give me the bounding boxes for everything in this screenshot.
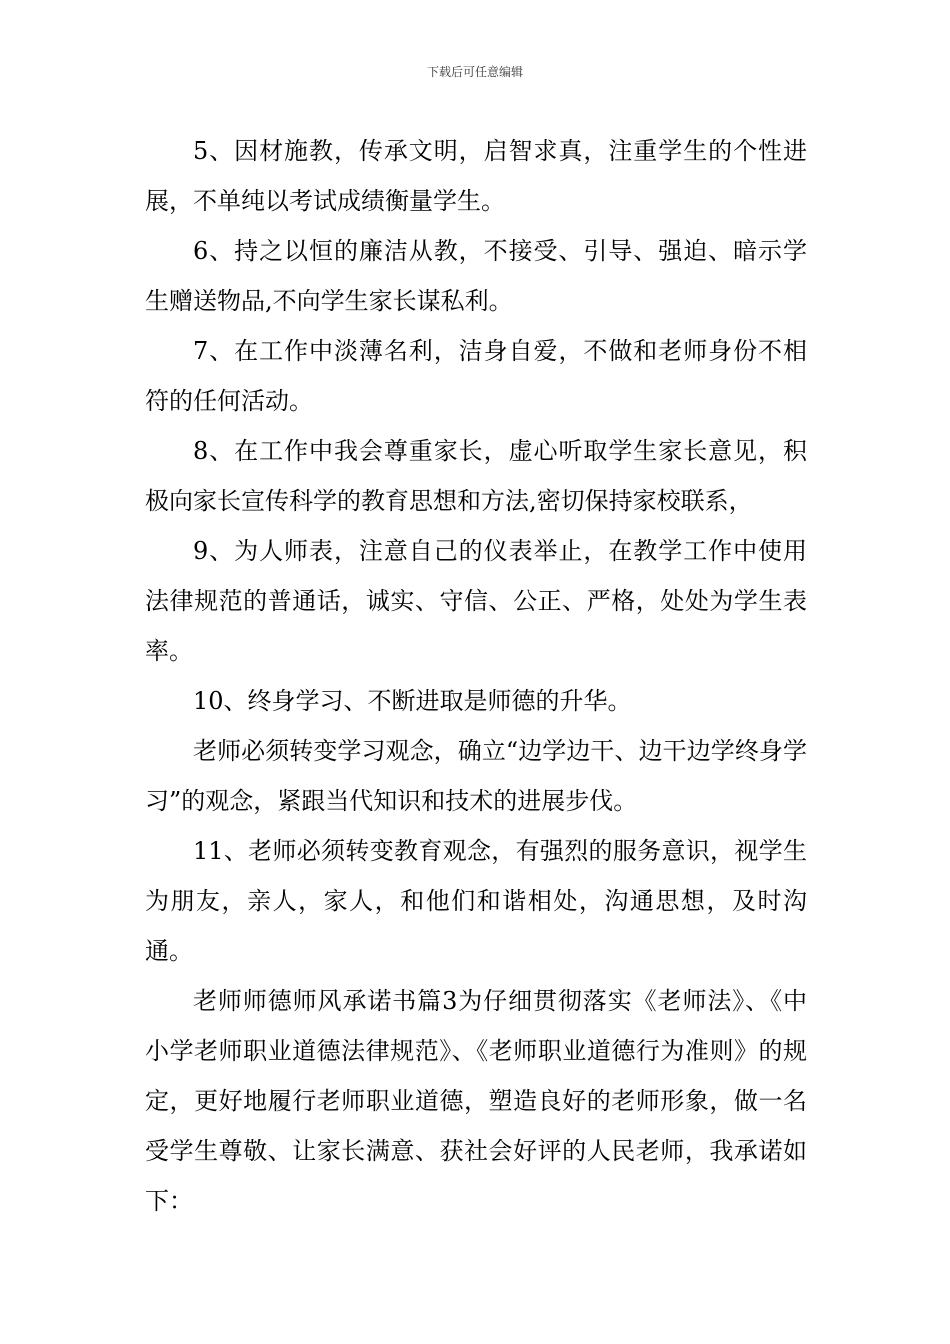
paragraph-item-7: 7、在工作中淡薄名利，洁身自爱，不做和老师身份不相符的任何活动。 [145,337,807,415]
page-header: 下载后可任意编辑 [426,65,523,79]
paragraph-item-9: 9、为人师表，注意自己的仪表举止，在教学工作中使用法律规范的普通话，诚实、守信、公正、严格，处处为学生表率。 [145,537,807,665]
paragraph-item-5: 5、因材施教，传承文明，启智求真，注重学生的个性进展，不单纯以考试成绩衡量学生。 [145,137,807,215]
paragraph-item-6: 6、持之以恒的廉洁从教，不接受、引导、强迫、暗示学生赠送物品,不向学生家长谋私利。 [145,237,807,315]
paragraph-item-8: 8、在工作中我会尊重家长，虚心听取学生家长意见，积极向家长宣传科学的教育思想和方法,密切保持家校联系， [145,437,807,515]
paragraph-pledge-intro: 老师师德师风承诺书篇3为仔细贯彻落实《老师法》、《中小学老师职业道德法律规范》、《老师职业道德行为准则》的规定，更好地履行老师职业道德，塑造良好的老师形象，做一名受学生尊敬、让家长满意、获社会好评的人民老师，我承诺如下： [145,987,807,1215]
paragraph-learning-concept: 老师必须转变学习观念，确立“边学边干、边干边学终身学习”的观念，紧跟当代知识和技术的进展步伐。 [145,737,807,815]
paragraph-item-10: 10、终身学习、不断进取是师德的升华。 [193,687,632,715]
document-body [145,126,807,1226]
paragraph-item-11: 11、老师必须转变教育观念，有强烈的服务意识，视学生为朋友，亲人，家人，和他们和谐相处，沟通思想，及时沟通。 [145,837,807,965]
